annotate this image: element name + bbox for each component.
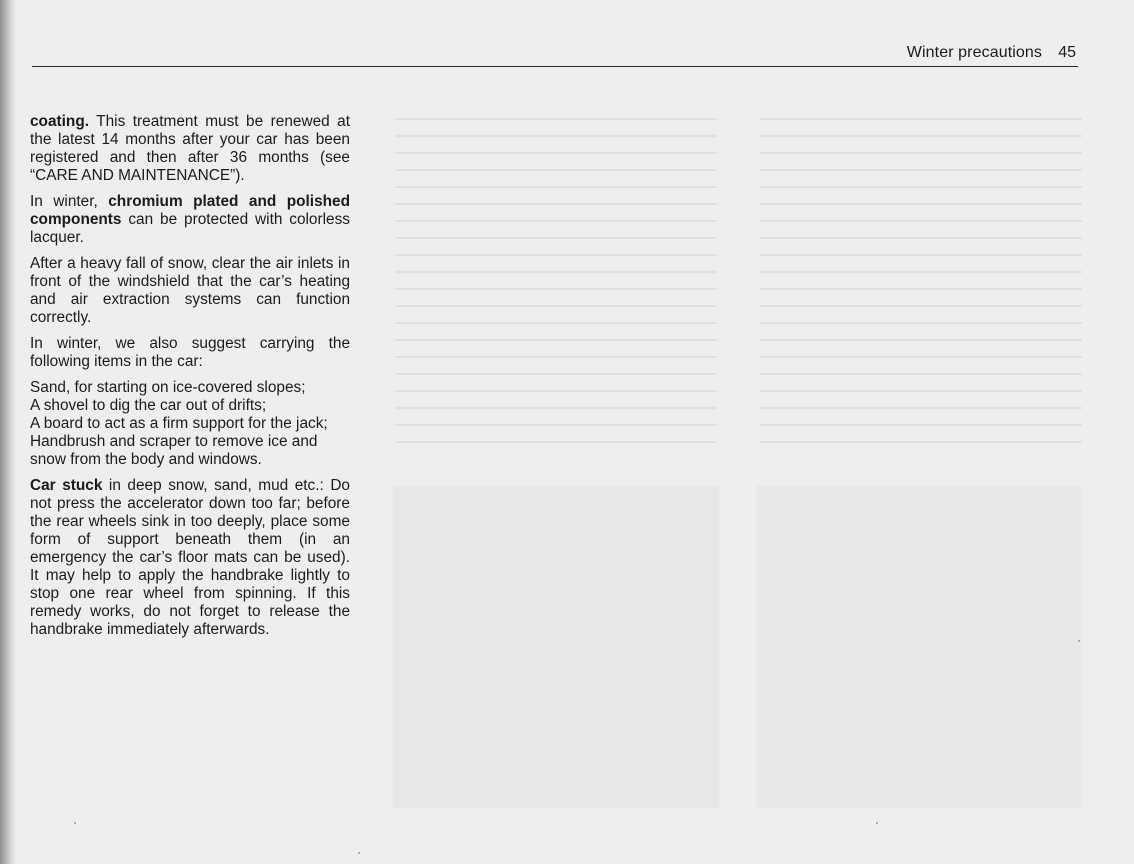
show-through-image-right — [756, 486, 1082, 808]
paragraph-snow-air-inlets: After a heavy fall of snow, clear the air inlets in front of the windshield that the car’s heating and air extraction systems can function correctly. — [30, 255, 350, 326]
show-through-text-right — [760, 118, 1082, 458]
paragraph-text: This treatment must be renewed at the latest 14 months after your car has been registered and then after 36 months (see “CARE AND MAINTENANCE”). — [30, 113, 350, 184]
paragraph-text: can be protected with colorless lacquer. — [30, 211, 350, 246]
show-through-text-left — [395, 118, 717, 453]
page-number: 45 — [1058, 44, 1076, 61]
paragraph-car-stuck — [30, 477, 350, 639]
paragraph-chromium — [30, 193, 350, 247]
body-text-column — [30, 113, 350, 647]
show-through-image-left — [393, 486, 719, 808]
list-item: Handbrush and scraper to remove ice and snow from the body and windows. — [30, 433, 318, 468]
paper-speck — [74, 822, 76, 824]
paragraph-lead: In winter, — [30, 193, 109, 210]
paragraph-coating — [30, 113, 350, 185]
winter-items-list — [30, 379, 350, 469]
bold-lead: Car stuck — [30, 477, 103, 494]
page-edge-shadow — [0, 0, 16, 864]
list-item: A shovel to dig the car out of drifts; — [30, 397, 267, 414]
list-item: A board to act as a firm support for the jack; — [30, 415, 328, 432]
bold-phrase: chromium plated and polished components — [30, 193, 350, 228]
paragraph-text: in deep snow, sand, mud etc.: Do not press the accelerator down too far; before the rear wheels sink in too deeply, place some form of support beneath them (in an emergency the car’s floor mats can be used). It may help to apply the handbrake lightly to stop one rear wheel from spinning. If this remedy works, do not forget to release the handbrake immediately afterwards. — [30, 477, 350, 638]
page-header — [32, 42, 1078, 67]
paper-speck — [876, 822, 878, 824]
section-title: Winter precautions — [906, 44, 1042, 61]
paper-speck — [1078, 640, 1080, 642]
list-item: Sand, for starting on ice-covered slopes; — [30, 379, 306, 396]
paper-speck — [358, 852, 360, 854]
paragraph-winter-items-intro: In winter, we also suggest carrying the following items in the car: — [30, 335, 350, 370]
bold-lead: coating. — [30, 113, 89, 130]
